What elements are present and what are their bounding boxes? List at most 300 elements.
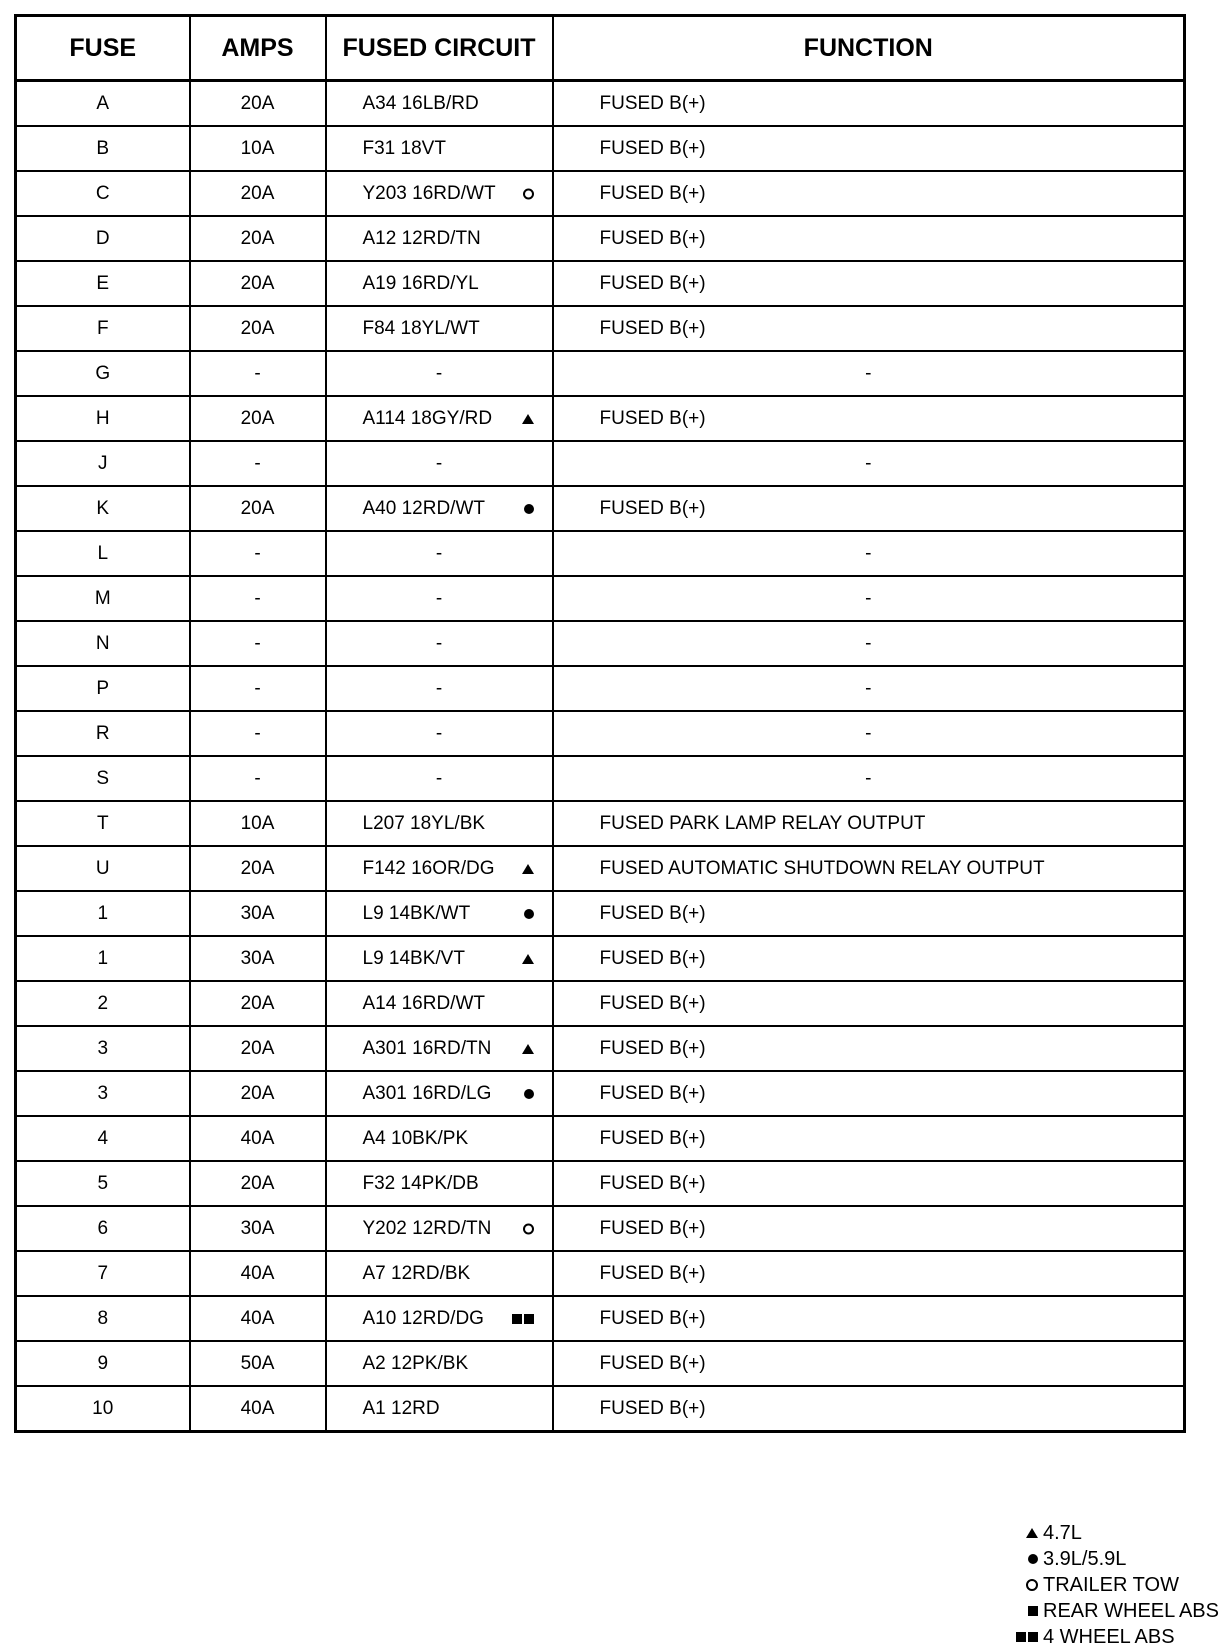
fuse-cell-text: 7	[97, 1262, 109, 1284]
table-row	[16, 1161, 1185, 1206]
amps-cell-text: 20A	[240, 1037, 275, 1059]
fuse-cell-text: G	[95, 362, 111, 384]
fused-circuit-cell	[326, 1296, 553, 1341]
amps-cell	[190, 1116, 326, 1161]
legend-double-square-icon	[1008, 1632, 1038, 1642]
function-cell-text: FUSED B(+)	[599, 1127, 706, 1149]
amps-cell-text: 30A	[240, 947, 275, 969]
amps-cell	[190, 1206, 326, 1251]
table-row	[16, 981, 1185, 1026]
amps-cell	[190, 711, 326, 756]
function-cell-text: FUSED B(+)	[599, 1352, 706, 1374]
function-cell-text: FUSED B(+)	[599, 902, 706, 924]
table-row	[16, 81, 1185, 127]
fuse-cell	[16, 351, 190, 396]
fuse-cell-text: C	[95, 182, 110, 204]
fuse-cell	[16, 621, 190, 666]
fuse-cell-text: H	[95, 407, 110, 429]
amps-cell-text: 20A	[240, 92, 275, 114]
amps-cell-text: 20A	[240, 272, 275, 294]
function-cell-text: -	[865, 362, 872, 384]
function-cell	[553, 936, 1185, 981]
fused-circuit-cell-text: -	[435, 542, 443, 564]
amps-cell-text: 20A	[240, 857, 275, 879]
fuse-table	[14, 14, 1186, 1433]
fuse-cell	[16, 1161, 190, 1206]
fuse-cell-text: 3	[97, 1082, 109, 1104]
fuse-cell-text: 8	[97, 1307, 109, 1329]
fused-circuit-cell-text: A14 16RD/WT	[362, 992, 485, 1014]
table-row	[16, 666, 1185, 711]
fuse-cell-text: 9	[97, 1352, 109, 1374]
fused-circuit-cell	[326, 531, 553, 576]
amps-cell	[190, 1251, 326, 1296]
function-cell	[553, 441, 1185, 486]
fuse-cell	[16, 441, 190, 486]
fuse-cell	[16, 576, 190, 621]
function-cell	[553, 801, 1185, 846]
fused-circuit-cell	[326, 486, 553, 531]
table-row	[16, 306, 1185, 351]
amps-cell	[190, 936, 326, 981]
amps-cell-text: -	[254, 767, 261, 789]
amps-cell-text: 20A	[240, 407, 275, 429]
legend-square-icon	[1008, 1606, 1038, 1616]
amps-cell	[190, 1026, 326, 1071]
fused-circuit-cell-text: F32 14PK/DB	[362, 1172, 479, 1194]
fused-circuit-cell-text: F84 18YL/WT	[362, 317, 480, 339]
fuse-cell-text: L	[97, 542, 109, 564]
table-row	[16, 1251, 1185, 1296]
fuse-cell	[16, 1341, 190, 1386]
function-cell-text: FUSED B(+)	[599, 407, 706, 429]
fuse-cell-text: E	[96, 272, 110, 294]
amps-cell-text: 20A	[240, 182, 275, 204]
function-cell-text: -	[865, 542, 872, 564]
fuse-cell-text: 1	[97, 947, 109, 969]
function-cell	[553, 126, 1185, 171]
legend-label: 4 WHEEL ABS	[1043, 1626, 1175, 1648]
table-row	[16, 486, 1185, 531]
fused-circuit-cell	[326, 351, 553, 396]
fused-circuit-cell	[326, 1206, 553, 1251]
fuse-rows	[16, 81, 1185, 1432]
fuse-cell-text: K	[96, 497, 110, 519]
fused-circuit-cell-text: A10 12RD/DG	[362, 1307, 484, 1329]
amps-cell-text: 20A	[240, 227, 275, 249]
amps-cell	[190, 1296, 326, 1341]
function-cell-text: FUSED B(+)	[599, 1307, 706, 1329]
fused-circuit-cell	[326, 891, 553, 936]
fused-circuit-cell	[326, 1026, 553, 1071]
amps-cell-text: 50A	[240, 1352, 275, 1374]
fuse-cell	[16, 756, 190, 801]
function-cell-text: -	[865, 587, 872, 609]
fuse-cell	[16, 1296, 190, 1341]
function-cell	[553, 756, 1185, 801]
amps-cell-text: 20A	[240, 992, 275, 1014]
fuse-cell	[16, 1071, 190, 1116]
fuse-cell-text: 4	[97, 1127, 109, 1149]
fuse-cell	[16, 171, 190, 216]
fuse-cell-text: A	[96, 92, 110, 114]
fuse-cell	[16, 486, 190, 531]
square-icon	[1028, 1606, 1038, 1616]
fused-circuit-cell-text: -	[435, 587, 443, 609]
fuse-cell	[16, 1386, 190, 1432]
amps-cell	[190, 306, 326, 351]
fused-circuit-cell	[326, 981, 553, 1026]
table-row	[16, 891, 1185, 936]
amps-cell	[190, 441, 326, 486]
function-cell-text: -	[865, 452, 872, 474]
amps-cell-text: 20A	[240, 1082, 275, 1104]
function-cell	[553, 1386, 1185, 1432]
function-cell-text: -	[865, 722, 872, 744]
fused-circuit-cell-text: A4 10BK/PK	[362, 1127, 469, 1149]
amps-cell-text: 10A	[240, 812, 275, 834]
function-cell-text: -	[865, 677, 872, 699]
fused-circuit-cell-text: -	[435, 722, 443, 744]
fused-circuit-cell	[326, 261, 553, 306]
legend-item	[1008, 1520, 1219, 1546]
table-row	[16, 756, 1185, 801]
function-cell	[553, 1251, 1185, 1296]
fuse-cell	[16, 801, 190, 846]
circle-icon	[523, 188, 534, 199]
fuse-cell-text: J	[98, 452, 108, 474]
function-cell	[553, 1161, 1185, 1206]
amps-cell-text: -	[254, 587, 261, 609]
dot-icon	[524, 504, 534, 514]
legend-item	[1008, 1624, 1219, 1650]
fuse-cell	[16, 306, 190, 351]
fuse-cell-text: 1	[97, 902, 109, 924]
square-icon	[512, 1314, 522, 1324]
fused-circuit-cell	[326, 171, 553, 216]
fused-circuit-cell-text: -	[435, 362, 443, 384]
amps-cell	[190, 81, 326, 127]
fuse-cell-text: 3	[97, 1037, 109, 1059]
function-cell-text: FUSED B(+)	[599, 1037, 706, 1059]
fused-circuit-cell	[326, 441, 553, 486]
triangle-icon	[1026, 1528, 1038, 1538]
fuse-cell-text: B	[96, 137, 110, 159]
function-cell	[553, 981, 1185, 1026]
fuse-cell-text: M	[94, 587, 111, 609]
function-cell-text: FUSED B(+)	[599, 1217, 706, 1239]
function-cell	[553, 351, 1185, 396]
function-cell-text: FUSED B(+)	[599, 992, 706, 1014]
amps-cell-text: -	[254, 632, 261, 654]
fuse-cell	[16, 216, 190, 261]
function-cell-text: FUSED B(+)	[599, 227, 706, 249]
function-cell	[553, 1071, 1185, 1116]
fuse-cell	[16, 666, 190, 711]
amps-cell-text: -	[254, 362, 261, 384]
fused-circuit-cell-text: L9 14BK/VT	[362, 947, 465, 969]
fused-circuit-cell-text: L207 18YL/BK	[362, 812, 486, 834]
header-fuse: FUSE	[16, 16, 190, 81]
function-cell	[553, 1341, 1185, 1386]
fused-circuit-cell	[326, 1071, 553, 1116]
amps-cell-text: 40A	[240, 1262, 275, 1284]
function-cell	[553, 576, 1185, 621]
legend-label: 3.9L/5.9L	[1043, 1548, 1127, 1570]
fuse-cell-text: R	[95, 722, 110, 744]
function-cell	[553, 306, 1185, 351]
legend-label: TRAILER TOW	[1043, 1574, 1179, 1596]
table-row	[16, 1026, 1185, 1071]
fused-circuit-cell	[326, 756, 553, 801]
circle-icon	[523, 1223, 534, 1234]
function-cell-text: FUSED AUTOMATIC SHUTDOWN RELAY OUTPUT	[599, 857, 1045, 879]
legend-item	[1008, 1598, 1219, 1624]
fuse-cell-text: 6	[97, 1217, 109, 1239]
function-cell-text: FUSED B(+)	[599, 92, 706, 114]
fused-circuit-cell-text: L9 14BK/WT	[362, 902, 471, 924]
legend-item	[1008, 1572, 1219, 1598]
legend-circle-icon	[1008, 1579, 1038, 1591]
marker-circle-icon	[523, 188, 534, 199]
fuse-cell-text: D	[95, 227, 110, 249]
fuse-cell	[16, 711, 190, 756]
table-row	[16, 576, 1185, 621]
fuse-cell	[16, 396, 190, 441]
fused-circuit-cell	[326, 1251, 553, 1296]
function-cell	[553, 846, 1185, 891]
marker-dot-icon	[524, 909, 534, 919]
legend-triangle-icon	[1008, 1528, 1038, 1538]
amps-cell-text: -	[254, 542, 261, 564]
table-row	[16, 621, 1185, 666]
amps-cell	[190, 801, 326, 846]
table-row	[16, 171, 1185, 216]
table-row	[16, 846, 1185, 891]
square-icon	[1016, 1632, 1026, 1642]
fuse-cell	[16, 981, 190, 1026]
amps-cell	[190, 846, 326, 891]
fused-circuit-cell-text: A114 18GY/RD	[362, 407, 493, 429]
amps-cell	[190, 261, 326, 306]
table-row	[16, 261, 1185, 306]
fuse-cell-text: U	[95, 857, 110, 879]
marker-triangle-icon	[522, 414, 534, 424]
fused-circuit-cell-text: -	[435, 632, 443, 654]
amps-cell-text: 40A	[240, 1307, 275, 1329]
table-row	[16, 936, 1185, 981]
marker-dot-icon	[524, 504, 534, 514]
fused-circuit-cell-text: A301 16RD/LG	[362, 1082, 492, 1104]
marker-dot-icon	[524, 1089, 534, 1099]
table-row	[16, 531, 1185, 576]
circle-icon	[1026, 1579, 1038, 1591]
fuse-cell	[16, 891, 190, 936]
amps-cell	[190, 576, 326, 621]
amps-cell	[190, 531, 326, 576]
amps-cell-text: 30A	[240, 1217, 275, 1239]
table-row	[16, 1071, 1185, 1116]
fuse-cell	[16, 261, 190, 306]
fuse-cell-text: F	[96, 317, 109, 339]
marker-double-square-icon	[512, 1314, 534, 1324]
marker-triangle-icon	[522, 1044, 534, 1054]
fused-circuit-cell-text: A34 16LB/RD	[362, 92, 479, 114]
fuse-cell-text: T	[96, 812, 109, 834]
fuse-cell-text: P	[96, 677, 110, 699]
function-cell-text: FUSED B(+)	[599, 497, 706, 519]
fused-circuit-cell-text: A12 12RD/TN	[362, 227, 481, 249]
function-cell	[553, 396, 1185, 441]
amps-cell-text: -	[254, 452, 261, 474]
function-cell-text: FUSED B(+)	[599, 1397, 706, 1419]
marker-triangle-icon	[522, 954, 534, 964]
amps-cell	[190, 666, 326, 711]
fuse-cell	[16, 1116, 190, 1161]
amps-cell-text: 20A	[240, 1172, 275, 1194]
marker-circle-icon	[523, 1223, 534, 1234]
amps-cell-text: 20A	[240, 317, 275, 339]
fused-circuit-cell	[326, 936, 553, 981]
function-cell	[553, 216, 1185, 261]
amps-cell-text: -	[254, 722, 261, 744]
table-row	[16, 1386, 1185, 1432]
function-cell-text: -	[865, 767, 872, 789]
function-cell	[553, 1296, 1185, 1341]
fused-circuit-cell-text: F31 18VT	[362, 137, 446, 159]
dot-icon	[524, 1089, 534, 1099]
triangle-icon	[522, 864, 534, 874]
fused-circuit-cell-text: A19 16RD/YL	[362, 272, 479, 294]
function-cell-text: FUSED B(+)	[599, 137, 706, 159]
table-row	[16, 216, 1185, 261]
table-row	[16, 801, 1185, 846]
square-icon	[1028, 1632, 1038, 1642]
amps-cell	[190, 891, 326, 936]
table-row	[16, 1341, 1185, 1386]
triangle-icon	[522, 414, 534, 424]
function-cell-text: FUSED B(+)	[599, 182, 706, 204]
amps-cell-text: 40A	[240, 1127, 275, 1149]
fused-circuit-cell-text: A2 12PK/BK	[362, 1352, 469, 1374]
amps-cell	[190, 1071, 326, 1116]
amps-cell	[190, 756, 326, 801]
table-row	[16, 1206, 1185, 1251]
amps-cell-text: 10A	[240, 137, 275, 159]
amps-cell	[190, 981, 326, 1026]
amps-cell	[190, 351, 326, 396]
amps-cell-text: 20A	[240, 497, 275, 519]
fused-circuit-cell	[326, 621, 553, 666]
fused-circuit-cell	[326, 1161, 553, 1206]
fuse-cell	[16, 1206, 190, 1251]
fused-circuit-cell-text: A1 12RD	[362, 1397, 440, 1419]
square-icon	[524, 1314, 534, 1324]
fused-circuit-cell-text: A40 12RD/WT	[362, 497, 485, 519]
amps-cell	[190, 1161, 326, 1206]
fuse-cell-text: 5	[97, 1172, 109, 1194]
marker-triangle-icon	[522, 864, 534, 874]
amps-cell	[190, 216, 326, 261]
fuse-cell-text: N	[95, 632, 110, 654]
fused-circuit-cell	[326, 306, 553, 351]
fused-circuit-cell-text: A7 12RD/BK	[362, 1262, 471, 1284]
header-row	[16, 16, 1185, 81]
function-cell-text: FUSED B(+)	[599, 1172, 706, 1194]
function-cell	[553, 81, 1185, 127]
function-cell	[553, 531, 1185, 576]
function-cell-text: FUSED B(+)	[599, 272, 706, 294]
function-cell-text: FUSED PARK LAMP RELAY OUTPUT	[599, 812, 926, 834]
fuse-cell	[16, 936, 190, 981]
fused-circuit-cell	[326, 801, 553, 846]
table-row	[16, 1296, 1185, 1341]
fuse-cell	[16, 1026, 190, 1071]
fused-circuit-cell-text: F142 16OR/DG	[362, 857, 495, 879]
amps-cell	[190, 396, 326, 441]
legend-dot-icon	[1008, 1554, 1038, 1564]
function-cell	[553, 891, 1185, 936]
function-cell	[553, 261, 1185, 306]
triangle-icon	[522, 954, 534, 964]
table-row	[16, 126, 1185, 171]
fused-circuit-cell	[326, 216, 553, 261]
legend-label: 4.7L	[1043, 1522, 1082, 1544]
fused-circuit-cell-text: -	[435, 767, 443, 789]
fused-circuit-cell	[326, 1341, 553, 1386]
fuse-cell	[16, 81, 190, 127]
amps-cell	[190, 171, 326, 216]
triangle-icon	[522, 1044, 534, 1054]
header-function: FUNCTION	[553, 16, 1185, 81]
function-cell	[553, 1116, 1185, 1161]
legend-label: REAR WHEEL ABS	[1043, 1600, 1219, 1622]
table-row	[16, 1116, 1185, 1161]
fuse-cell-text: 2	[97, 992, 109, 1014]
fused-circuit-cell-text: A301 16RD/TN	[362, 1037, 492, 1059]
dot-icon	[524, 909, 534, 919]
function-cell-text: FUSED B(+)	[599, 947, 706, 969]
function-cell	[553, 711, 1185, 756]
function-cell	[553, 171, 1185, 216]
fused-circuit-cell	[326, 666, 553, 711]
amps-cell	[190, 1386, 326, 1432]
fused-circuit-cell-text: -	[435, 452, 443, 474]
function-cell-text: FUSED B(+)	[599, 1262, 706, 1284]
table-row	[16, 351, 1185, 396]
fused-circuit-cell	[326, 846, 553, 891]
table-row	[16, 396, 1185, 441]
amps-cell-text: -	[254, 677, 261, 699]
function-cell	[553, 666, 1185, 711]
fused-circuit-cell	[326, 711, 553, 756]
function-cell	[553, 1206, 1185, 1251]
amps-cell-text: 30A	[240, 902, 275, 924]
amps-cell	[190, 126, 326, 171]
fused-circuit-cell	[326, 1116, 553, 1161]
fused-circuit-cell	[326, 126, 553, 171]
amps-cell-text: 40A	[240, 1397, 275, 1419]
fused-circuit-cell	[326, 81, 553, 127]
amps-cell	[190, 486, 326, 531]
fuse-cell	[16, 126, 190, 171]
amps-cell	[190, 1341, 326, 1386]
fused-circuit-cell	[326, 576, 553, 621]
fuse-cell	[16, 531, 190, 576]
fuse-cell-text: 10	[92, 1397, 114, 1419]
function-cell-text: -	[865, 632, 872, 654]
amps-cell	[190, 621, 326, 666]
